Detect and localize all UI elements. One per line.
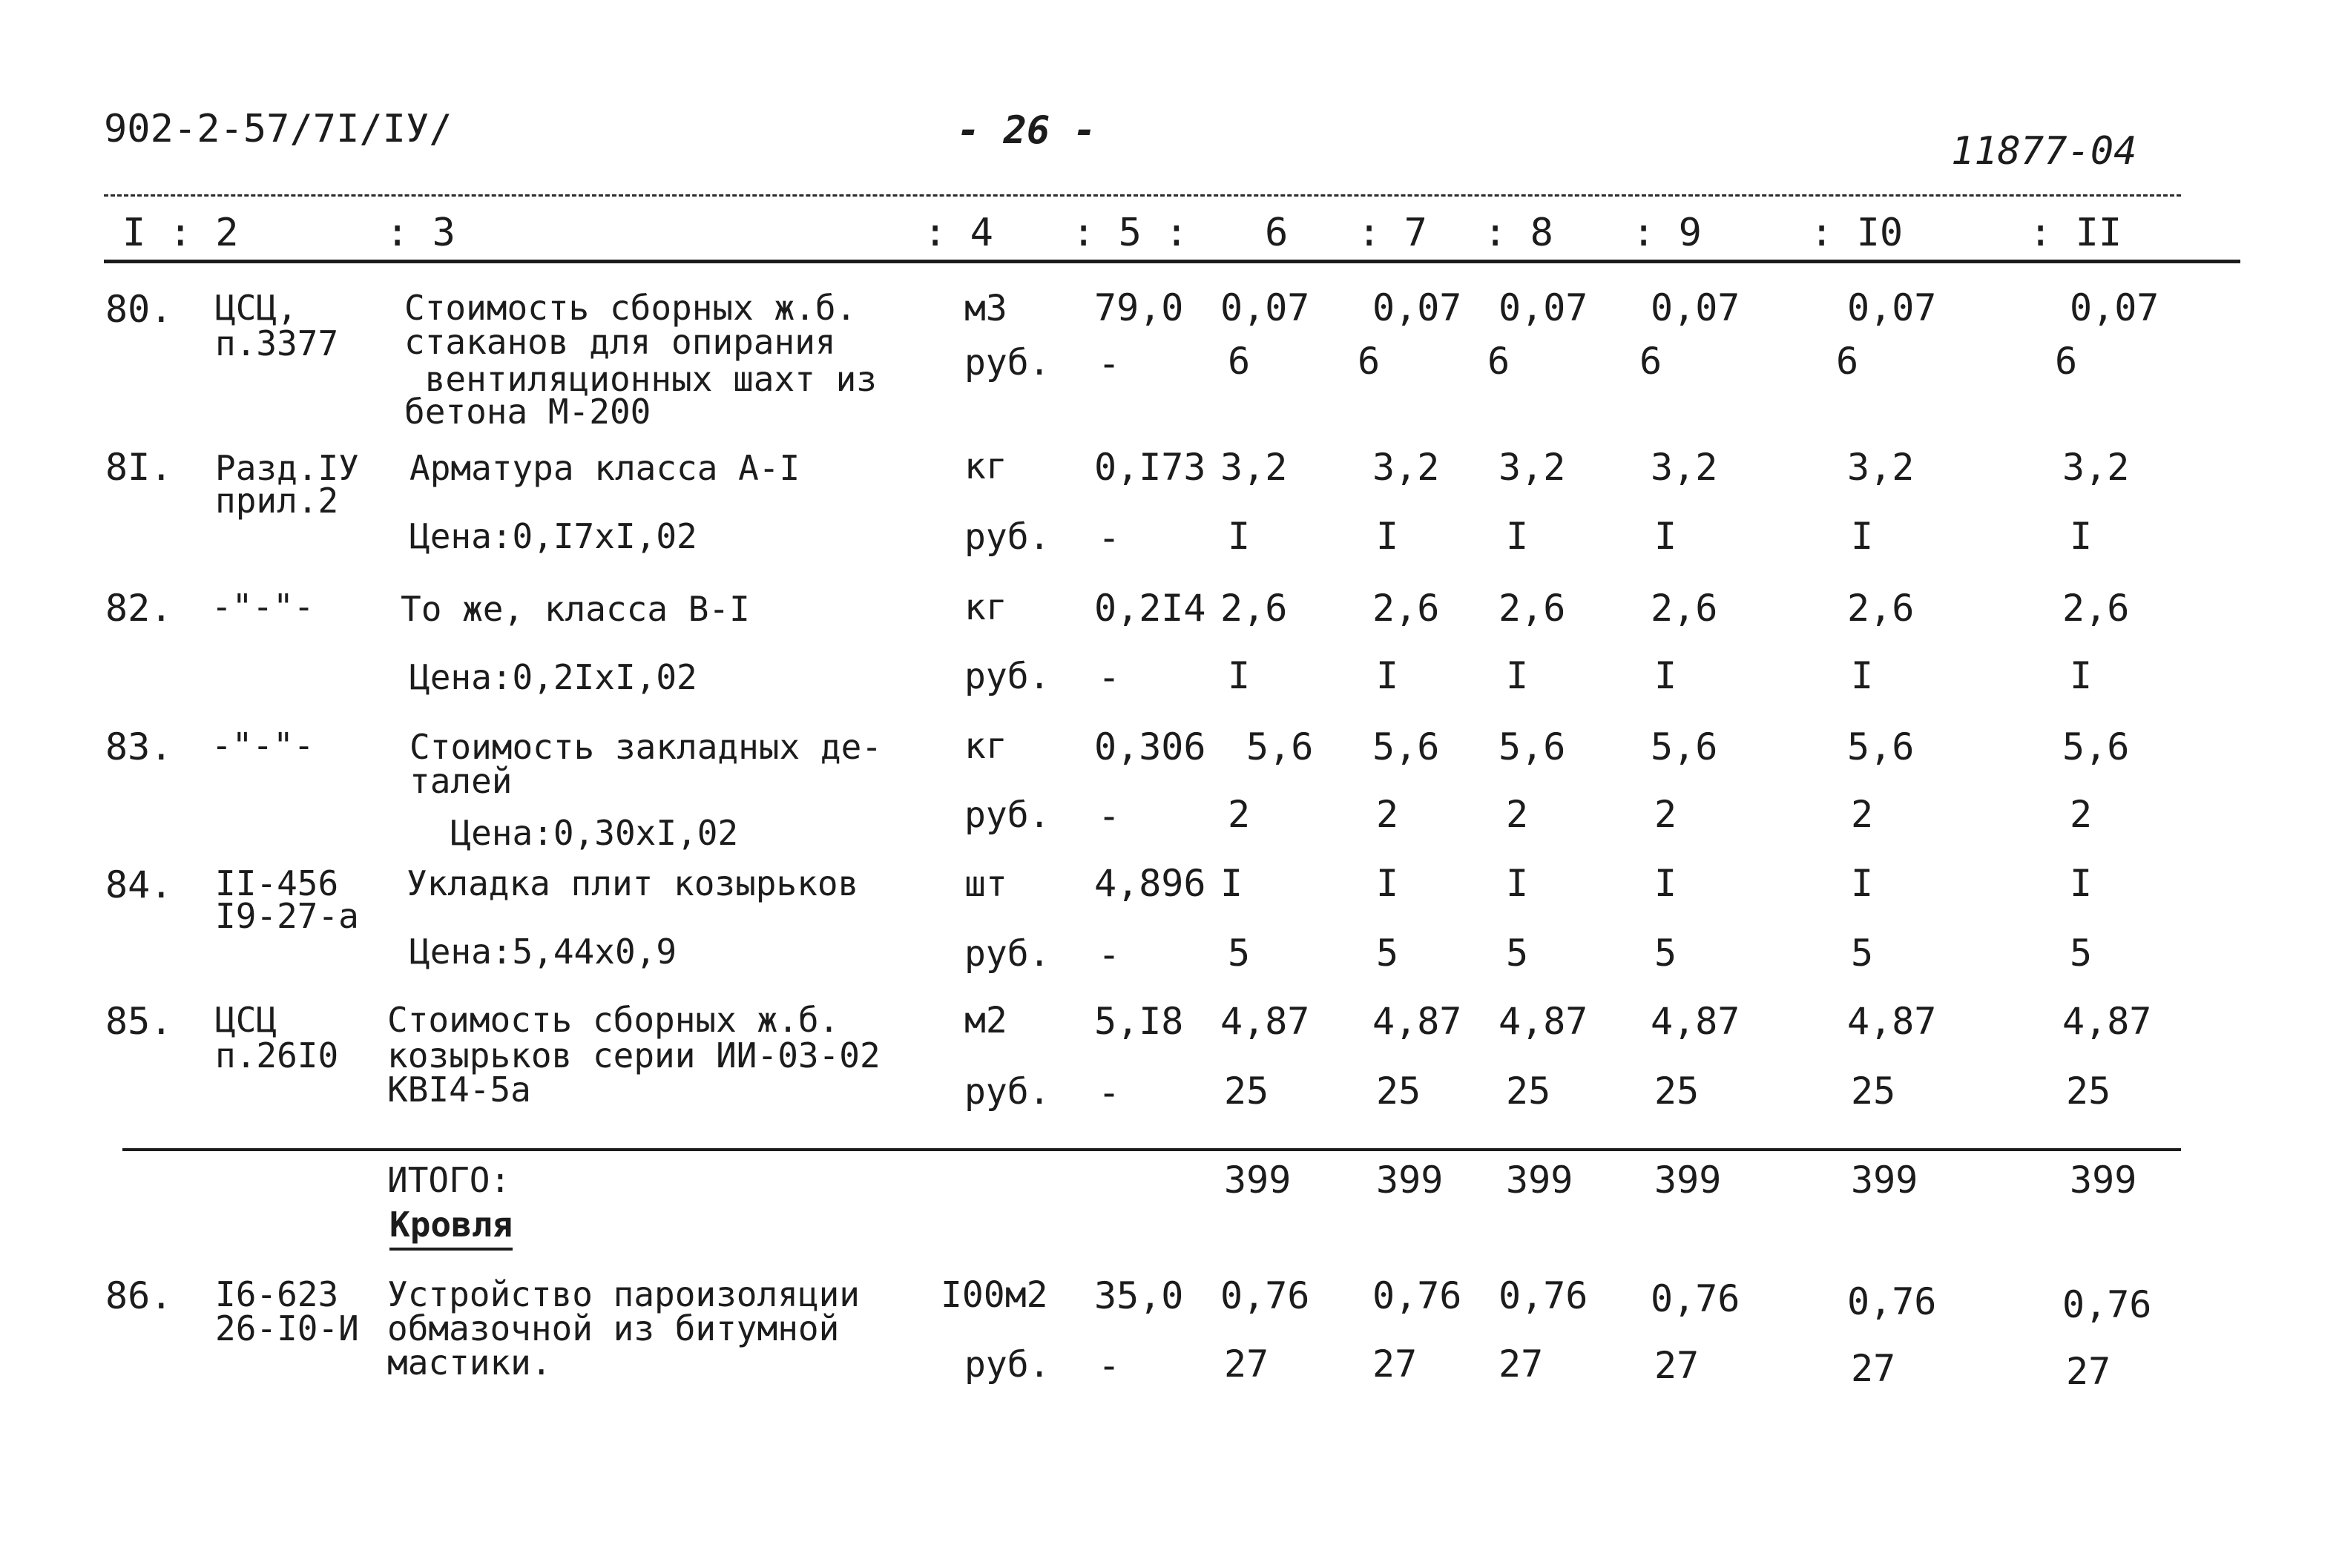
row-84-v6-1: I <box>1220 862 1243 905</box>
row-85-v11-2: 25 <box>2066 1070 2111 1113</box>
row-83-code: -"-"- <box>211 725 315 765</box>
row-82-code: -"-"- <box>211 587 315 627</box>
row-84-unit-1: шт <box>964 863 1007 905</box>
row-85-v8-2: 25 <box>1506 1070 1551 1113</box>
row-83-v9-1: 5,6 <box>1651 725 1718 768</box>
row-80-v11-1: 0,07 <box>2070 286 2159 329</box>
row-80-v6-1: 0,07 <box>1220 286 1310 329</box>
row-85-v7-2: 25 <box>1376 1070 1421 1113</box>
row-80-c5-1: 79,0 <box>1094 286 1184 329</box>
row-86-code-1: I6-623 <box>215 1274 339 1314</box>
row-82-v6-1: 2,6 <box>1220 587 1288 630</box>
row-82-v7-1: 2,6 <box>1372 587 1440 630</box>
row-85-v6-1: 4,87 <box>1220 1000 1310 1043</box>
col-header-3: : 3 <box>386 211 455 255</box>
row-82-desc-1: То же, класса В-I <box>401 589 750 629</box>
row-86-v10-1: 0,76 <box>1847 1280 1937 1323</box>
row-86-v6-2: 27 <box>1224 1343 1269 1386</box>
row-80-desc-2: стаканов для опирания <box>404 322 836 362</box>
row-84-code-2: I9-27-а <box>215 896 359 936</box>
row-86-desc-2: обмазочной из битумной <box>387 1308 840 1348</box>
row-84-v9-1: I <box>1654 862 1677 905</box>
document-code: 902-2-57/7I/IУ/ <box>104 107 453 151</box>
row-82-v8-2: I <box>1506 654 1529 697</box>
row-84-v7-2: 5 <box>1376 932 1399 975</box>
total-rule <box>122 1148 2181 1151</box>
row-83-v8-1: 5,6 <box>1499 725 1566 768</box>
total-v7: 399 <box>1376 1159 1444 1202</box>
row-85-number: 85. <box>105 1000 173 1043</box>
row-84-v9-2: 5 <box>1654 932 1677 975</box>
row-85-code-2: п.26I0 <box>215 1035 339 1075</box>
row-81-v8-2: I <box>1506 515 1529 558</box>
row-83-v11-2: 2 <box>2070 793 2093 836</box>
col-header-11: : II <box>2029 211 2122 255</box>
row-80-v11-2: 6 <box>2055 340 2078 383</box>
row-86-c5-2: - <box>1098 1344 1121 1387</box>
col-header-7: : 7 <box>1358 211 1427 255</box>
row-86-v11-2: 27 <box>2066 1350 2111 1393</box>
row-83-v9-2: 2 <box>1654 793 1677 836</box>
row-84-v6-2: 5 <box>1228 932 1251 975</box>
row-86-v7-1: 0,76 <box>1372 1274 1462 1317</box>
row-86-v9-1: 0,76 <box>1651 1277 1740 1320</box>
row-84-v7-1: I <box>1376 862 1399 905</box>
row-81-v7-1: 3,2 <box>1372 446 1440 489</box>
row-86-desc-3: мастики. <box>387 1343 552 1383</box>
row-86-v8-2: 27 <box>1499 1343 1544 1386</box>
row-86-v6-1: 0,76 <box>1220 1274 1310 1317</box>
row-81-v10-1: 3,2 <box>1847 446 1915 489</box>
row-85-v9-2: 25 <box>1654 1070 1700 1113</box>
row-84-v10-1: I <box>1851 862 1874 905</box>
row-84-v11-1: I <box>2070 862 2093 905</box>
header-rule-top <box>104 194 2181 197</box>
row-86-v11-1: 0,76 <box>2062 1283 2152 1326</box>
header-rule-bottom <box>104 260 2240 263</box>
row-85-v6-2: 25 <box>1224 1070 1269 1113</box>
row-82-price: Цена:0,2IxI,02 <box>409 657 697 697</box>
row-84-v8-1: I <box>1506 862 1529 905</box>
row-82-c5-2: - <box>1098 656 1121 699</box>
row-82-number: 82. <box>105 587 173 630</box>
row-83-v7-2: 2 <box>1376 793 1399 836</box>
row-81-v11-1: 3,2 <box>2062 446 2130 489</box>
col-header-9: : 9 <box>1632 211 1702 255</box>
row-81-unit-1: кг <box>964 446 1007 487</box>
archive-number: 11877-04 <box>1951 129 2137 174</box>
row-84-c5-1: 4,896 <box>1094 862 1206 905</box>
row-83-c5-2: - <box>1098 794 1121 837</box>
row-85-v9-1: 4,87 <box>1651 1000 1740 1043</box>
row-83-v10-1: 5,6 <box>1847 725 1915 768</box>
col-header-6: 6 <box>1265 211 1289 255</box>
row-85-v11-1: 4,87 <box>2062 1000 2152 1043</box>
row-82-v10-2: I <box>1851 654 1874 697</box>
row-80-v6-2: 6 <box>1228 340 1251 383</box>
row-85-c5-2: - <box>1098 1071 1121 1114</box>
row-83-v10-2: 2 <box>1851 793 1874 836</box>
row-80-number: 80. <box>105 288 173 331</box>
row-86-code-2: 26-I0-И <box>215 1308 359 1348</box>
page-number: - 26 - <box>957 108 1096 153</box>
row-80-v7-1: 0,07 <box>1372 286 1462 329</box>
row-83-c5-1: 0,306 <box>1094 725 1206 768</box>
row-80-code-1: ЦСЦ, <box>215 288 297 328</box>
row-84-desc-1: Укладка плит козырьков <box>407 863 859 903</box>
row-81-price: Цена:0,I7xI,02 <box>409 516 697 556</box>
col-header-5: : 5 : <box>1072 211 1188 255</box>
row-80-desc-4: бетона М-200 <box>404 392 651 432</box>
row-84-unit-2: руб. <box>964 933 1050 975</box>
col-header-8: : 8 <box>1484 211 1553 255</box>
row-82-unit-1: кг <box>964 587 1007 628</box>
row-81-c5-2: - <box>1098 516 1121 559</box>
row-82-v11-2: I <box>2070 654 2093 697</box>
row-80-desc-3: вентиляционных шахт из <box>404 359 877 399</box>
row-83-price: Цена:0,30xI,02 <box>409 813 739 853</box>
row-83-unit-1: кг <box>964 725 1007 767</box>
row-83-desc-2: талей <box>409 761 513 801</box>
row-85-v10-2: 25 <box>1851 1070 1896 1113</box>
row-81-v7-2: I <box>1376 515 1399 558</box>
row-83-desc-1: Стоимость закладных де- <box>409 727 882 767</box>
row-85-desc-2: козырьков серии ИИ-03-02 <box>387 1035 881 1075</box>
total-v6: 399 <box>1224 1159 1292 1202</box>
row-80-desc-1: Стоимость сборных ж.б. <box>404 288 857 328</box>
row-83-v6-2: 2 <box>1228 793 1251 836</box>
row-83-v8-2: 2 <box>1506 793 1529 836</box>
row-84-v11-2: 5 <box>2070 932 2093 975</box>
row-81-c5-1: 0,I73 <box>1094 446 1206 489</box>
row-82-v10-1: 2,6 <box>1847 587 1915 630</box>
row-86-unit-2: руб. <box>964 1344 1050 1386</box>
row-86-v9-2: 27 <box>1654 1344 1700 1387</box>
row-80-v9-2: 6 <box>1639 340 1662 383</box>
row-81-desc-1: Арматура класса А-I <box>409 448 800 488</box>
row-80-v8-2: 6 <box>1487 340 1510 383</box>
row-85-unit-2: руб. <box>964 1071 1050 1113</box>
row-82-v9-1: 2,6 <box>1651 587 1718 630</box>
row-84-code-1: II-456 <box>215 863 339 903</box>
total-v10: 399 <box>1851 1159 1918 1202</box>
row-85-desc-1: Стоимость сборных ж.б. <box>387 1000 840 1040</box>
row-85-v10-1: 4,87 <box>1847 1000 1937 1043</box>
row-85-code-1: ЦСЦ <box>215 1000 277 1040</box>
row-86-v10-2: 27 <box>1851 1347 1896 1390</box>
row-82-v11-1: 2,6 <box>2062 587 2130 630</box>
row-80-v8-1: 0,07 <box>1499 286 1588 329</box>
total-label: ИТОГО: <box>387 1160 511 1200</box>
row-86-v7-2: 27 <box>1372 1343 1418 1386</box>
row-84-number: 84. <box>105 863 173 906</box>
row-80-v7-2: 6 <box>1358 340 1381 383</box>
row-84-v8-2: 5 <box>1506 932 1529 975</box>
row-82-c5-1: 0,2I4 <box>1094 587 1206 630</box>
total-v11: 399 <box>2070 1159 2137 1202</box>
row-83-unit-2: руб. <box>964 794 1050 836</box>
row-84-c5-2: - <box>1098 933 1121 976</box>
row-80-unit-1: м3 <box>964 288 1007 329</box>
row-81-v9-2: I <box>1654 515 1677 558</box>
row-80-v9-1: 0,07 <box>1651 286 1740 329</box>
col-header-1-2: I : 2 <box>122 211 239 255</box>
row-81-v8-1: 3,2 <box>1499 446 1566 489</box>
row-81-v6-2: I <box>1228 515 1251 558</box>
row-81-v6-1: 3,2 <box>1220 446 1288 489</box>
row-85-v7-1: 4,87 <box>1372 1000 1462 1043</box>
row-80-v10-2: 6 <box>1836 340 1859 383</box>
row-85-v8-1: 4,87 <box>1499 1000 1588 1043</box>
row-86-c5-1: 35,0 <box>1094 1274 1184 1317</box>
row-86-desc-1: Устройство пароизоляции <box>387 1274 860 1314</box>
row-82-v7-2: I <box>1376 654 1399 697</box>
row-83-v6-1: 5,6 <box>1246 725 1314 768</box>
row-81-code-1: Разд.IУ <box>215 448 359 488</box>
row-83-v7-1: 5,6 <box>1372 725 1440 768</box>
row-80-c5-2: - <box>1098 342 1121 385</box>
row-80-v10-1: 0,07 <box>1847 286 1937 329</box>
row-86-number: 86. <box>105 1274 173 1317</box>
row-82-unit-2: руб. <box>964 656 1050 697</box>
row-83-v11-1: 5,6 <box>2062 725 2130 768</box>
row-81-number: 8I. <box>105 446 173 489</box>
row-85-c5-1: 5,I8 <box>1094 1000 1184 1043</box>
row-82-v9-2: I <box>1654 654 1677 697</box>
col-header-4: : 4 <box>924 211 993 255</box>
row-81-v11-2: I <box>2070 515 2093 558</box>
row-86-unit-1: I00м2 <box>941 1274 1048 1316</box>
row-82-v6-2: I <box>1228 654 1251 697</box>
row-82-v8-1: 2,6 <box>1499 587 1566 630</box>
total-v9: 399 <box>1654 1159 1722 1202</box>
row-81-unit-2: руб. <box>964 516 1050 558</box>
row-81-v9-1: 3,2 <box>1651 446 1718 489</box>
row-84-price: Цена:5,44x0,9 <box>409 932 677 972</box>
row-80-unit-2: руб. <box>964 342 1050 383</box>
row-84-v10-2: 5 <box>1851 932 1874 975</box>
row-86-v8-1: 0,76 <box>1499 1274 1588 1317</box>
section-heading: Кровля <box>389 1208 513 1251</box>
row-81-v10-2: I <box>1851 515 1874 558</box>
row-80-code-2: п.3377 <box>215 323 339 363</box>
row-85-unit-1: м2 <box>964 1000 1007 1041</box>
row-85-desc-3: КВI4-5а <box>387 1070 531 1110</box>
row-81-code-2: прил.2 <box>215 481 339 521</box>
col-header-10: : I0 <box>1810 211 1904 255</box>
total-v8: 399 <box>1506 1159 1573 1202</box>
row-83-number: 83. <box>105 725 173 768</box>
